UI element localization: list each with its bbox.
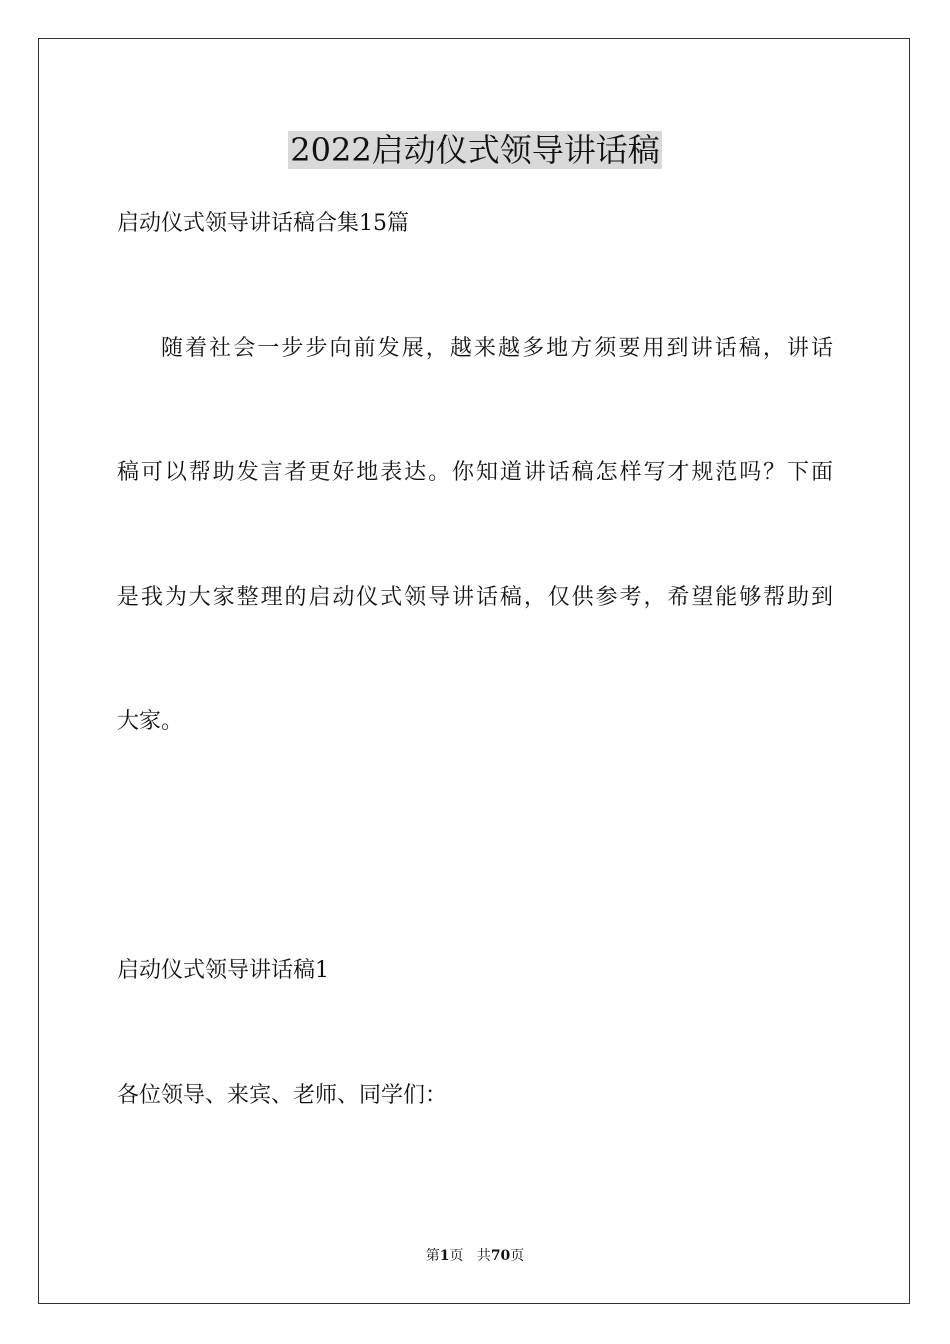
salutation: 各位领导、来宾、老师、同学们： xyxy=(117,1083,448,1108)
footer-total-pages: 70 xyxy=(490,1248,511,1264)
document-title-text: 2022启动仪式领导讲话稿 xyxy=(290,131,660,169)
document-title xyxy=(0,126,950,174)
section-heading: 启动仪式领导讲话稿1 xyxy=(117,958,329,983)
footer-page-suffix: 页 xyxy=(449,1248,464,1264)
footer-page-number: 1 xyxy=(439,1248,450,1264)
intro-line-1: 随着社会一步步向前发展，越来越多地方须要用到讲话稿，讲话 xyxy=(161,336,833,361)
footer-total-suffix: 页 xyxy=(510,1248,525,1264)
intro-line-4: 大家。 xyxy=(117,709,184,734)
document-subtitle: 启动仪式领导讲话稿合集15篇 xyxy=(117,211,409,236)
page-footer xyxy=(0,1246,950,1266)
intro-line-3: 是我为大家整理的启动仪式领导讲话稿，仅供参考，希望能够帮助到 xyxy=(117,585,833,610)
footer-page-prefix: 第 xyxy=(425,1248,440,1264)
footer-total-prefix: 共 xyxy=(476,1248,491,1264)
intro-line-2: 稿可以帮助发言者更好地表达。你知道讲话稿怎样写才规范吗？下面 xyxy=(117,460,833,485)
